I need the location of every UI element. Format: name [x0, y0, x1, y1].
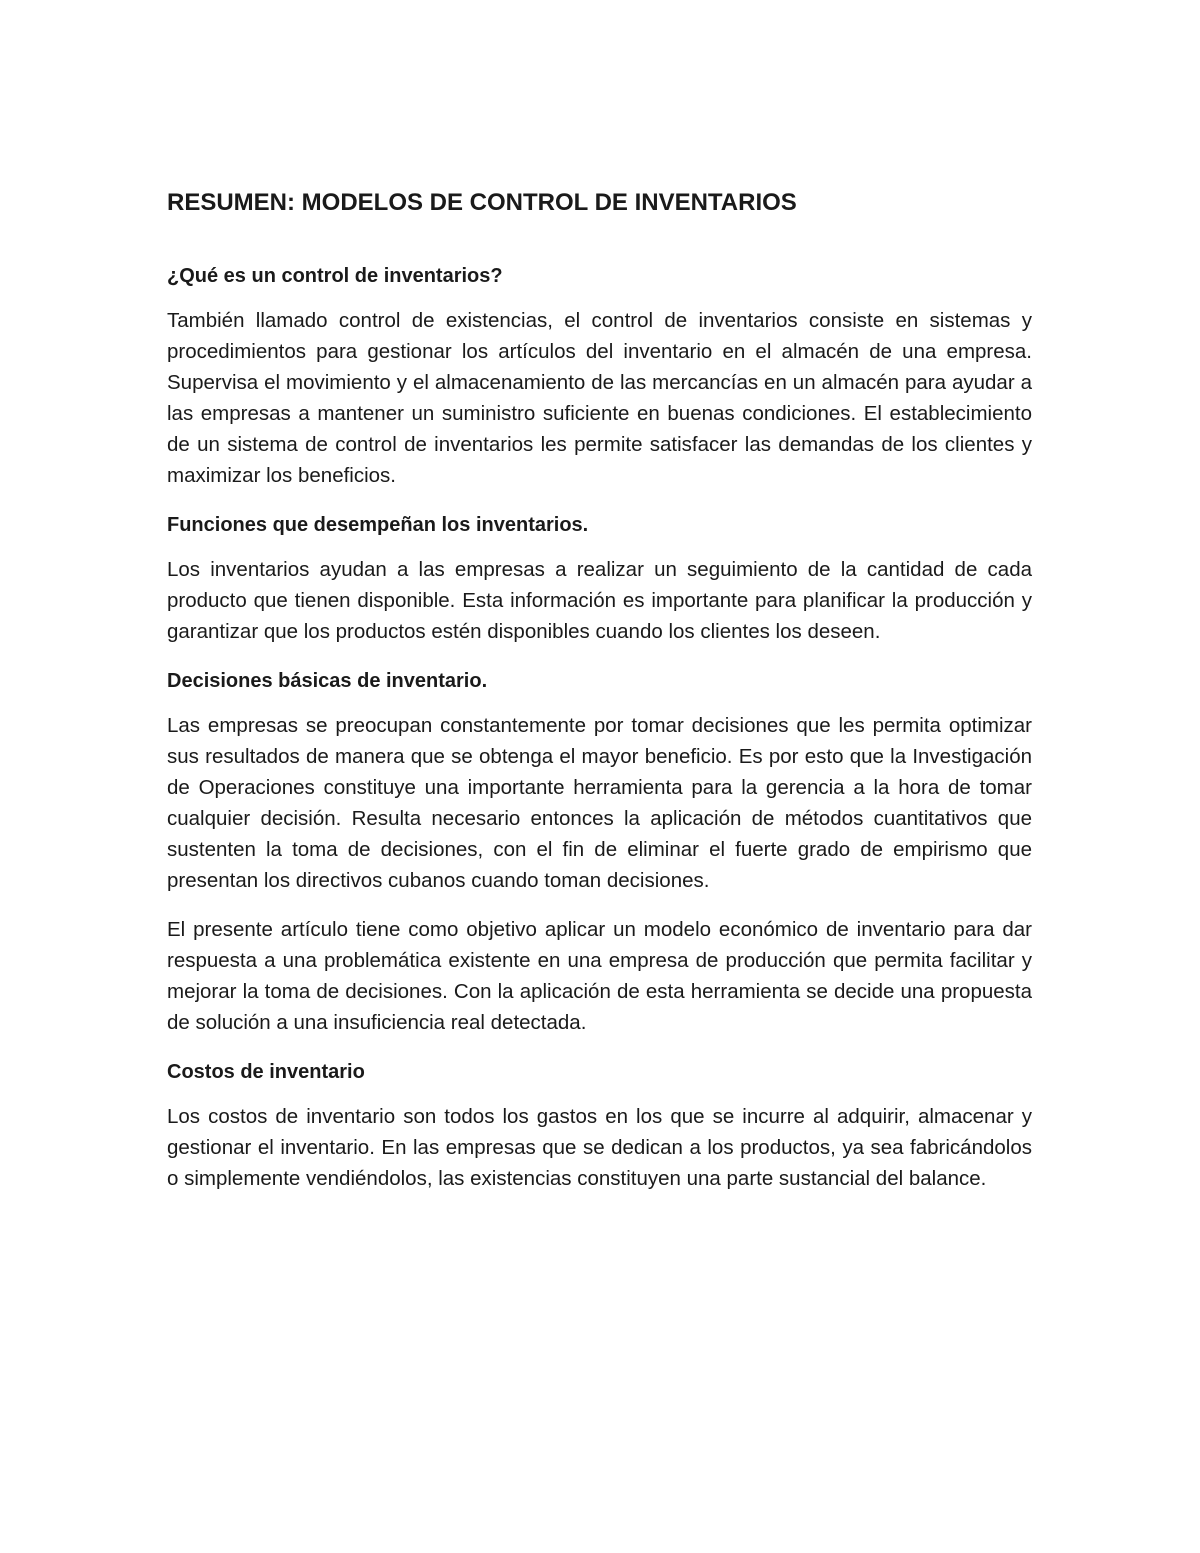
- paragraph: Las empresas se preocupan constantemente por tomar decisiones que les permita optimizar sus resultados de manera que se obtenga el mayor beneficio. Es por esto que la Investigación de Operaciones constituye una importante herramienta para la gerencia a la hora de tomar cualquier decisión. Resulta necesario entonces la aplicación de métodos cuantitativos que sustenten la toma de decisiones, con el fin de eliminar el fuerte grado de empirismo que presentan los directivos cubanos cuando toman decisiones.: [167, 714, 1032, 892]
- spacer: [167, 220, 1032, 260]
- document-page: [167, 186, 1032, 1194]
- section-heading: Decisiones básicas de inventario.: [167, 670, 488, 692]
- paragraph: También llamado control de existencias, el control de inventarios consiste en sistemas y procedimientos para gestionar los artículos del inventario en el almacén de una empresa. Supervisa el movimiento y el almacenamiento de las mercancías en un almacén para ayudar a las empresas a mantener un suministro suficiente en buenas condiciones. El establecimiento de un sistema de control de inventarios les permite satisfacer las demandas de los clientes y maximizar los beneficios.: [167, 309, 1032, 487]
- paragraph: El presente artículo tiene como objetivo aplicar un modelo económico de inventario para dar respuesta a una problemática existente en una empresa de producción que permita facilitar y mejorar la toma de decisiones. Con la aplicación de esta herramienta se decide una propuesta de solución a una insuficiencia real detectada.: [167, 918, 1032, 1034]
- section-funciones: [167, 509, 1032, 665]
- section-decisiones: [167, 665, 1032, 1056]
- paragraph: Los costos de inventario son todos los gastos en los que se incurre al adquirir, almacenar y gestionar el inventario. En las empresas que se dedican a los productos, ya sea fabricándolos o simplemente vendiéndolos, las existencias constituyen una parte sustancial del balance.: [167, 1105, 1032, 1190]
- paragraph: Los inventarios ayudan a las empresas a realizar un seguimiento de la cantidad de cada producto que tienen disponible. Esta información es importante para planificar la producción y garantizar que los productos estén disponibles cuando los clientes los deseen.: [167, 558, 1032, 643]
- document-title: RESUMEN: MODELOS DE CONTROL DE INVENTARIOS: [167, 189, 797, 216]
- section-heading: Funciones que desempeñan los inventarios.: [167, 514, 589, 536]
- section-heading: Costos de inventario: [167, 1061, 365, 1083]
- section-costos: [167, 1056, 1032, 1194]
- section-que-es-control: [167, 260, 1032, 509]
- section-heading: ¿Qué es un control de inventarios?: [167, 265, 503, 287]
